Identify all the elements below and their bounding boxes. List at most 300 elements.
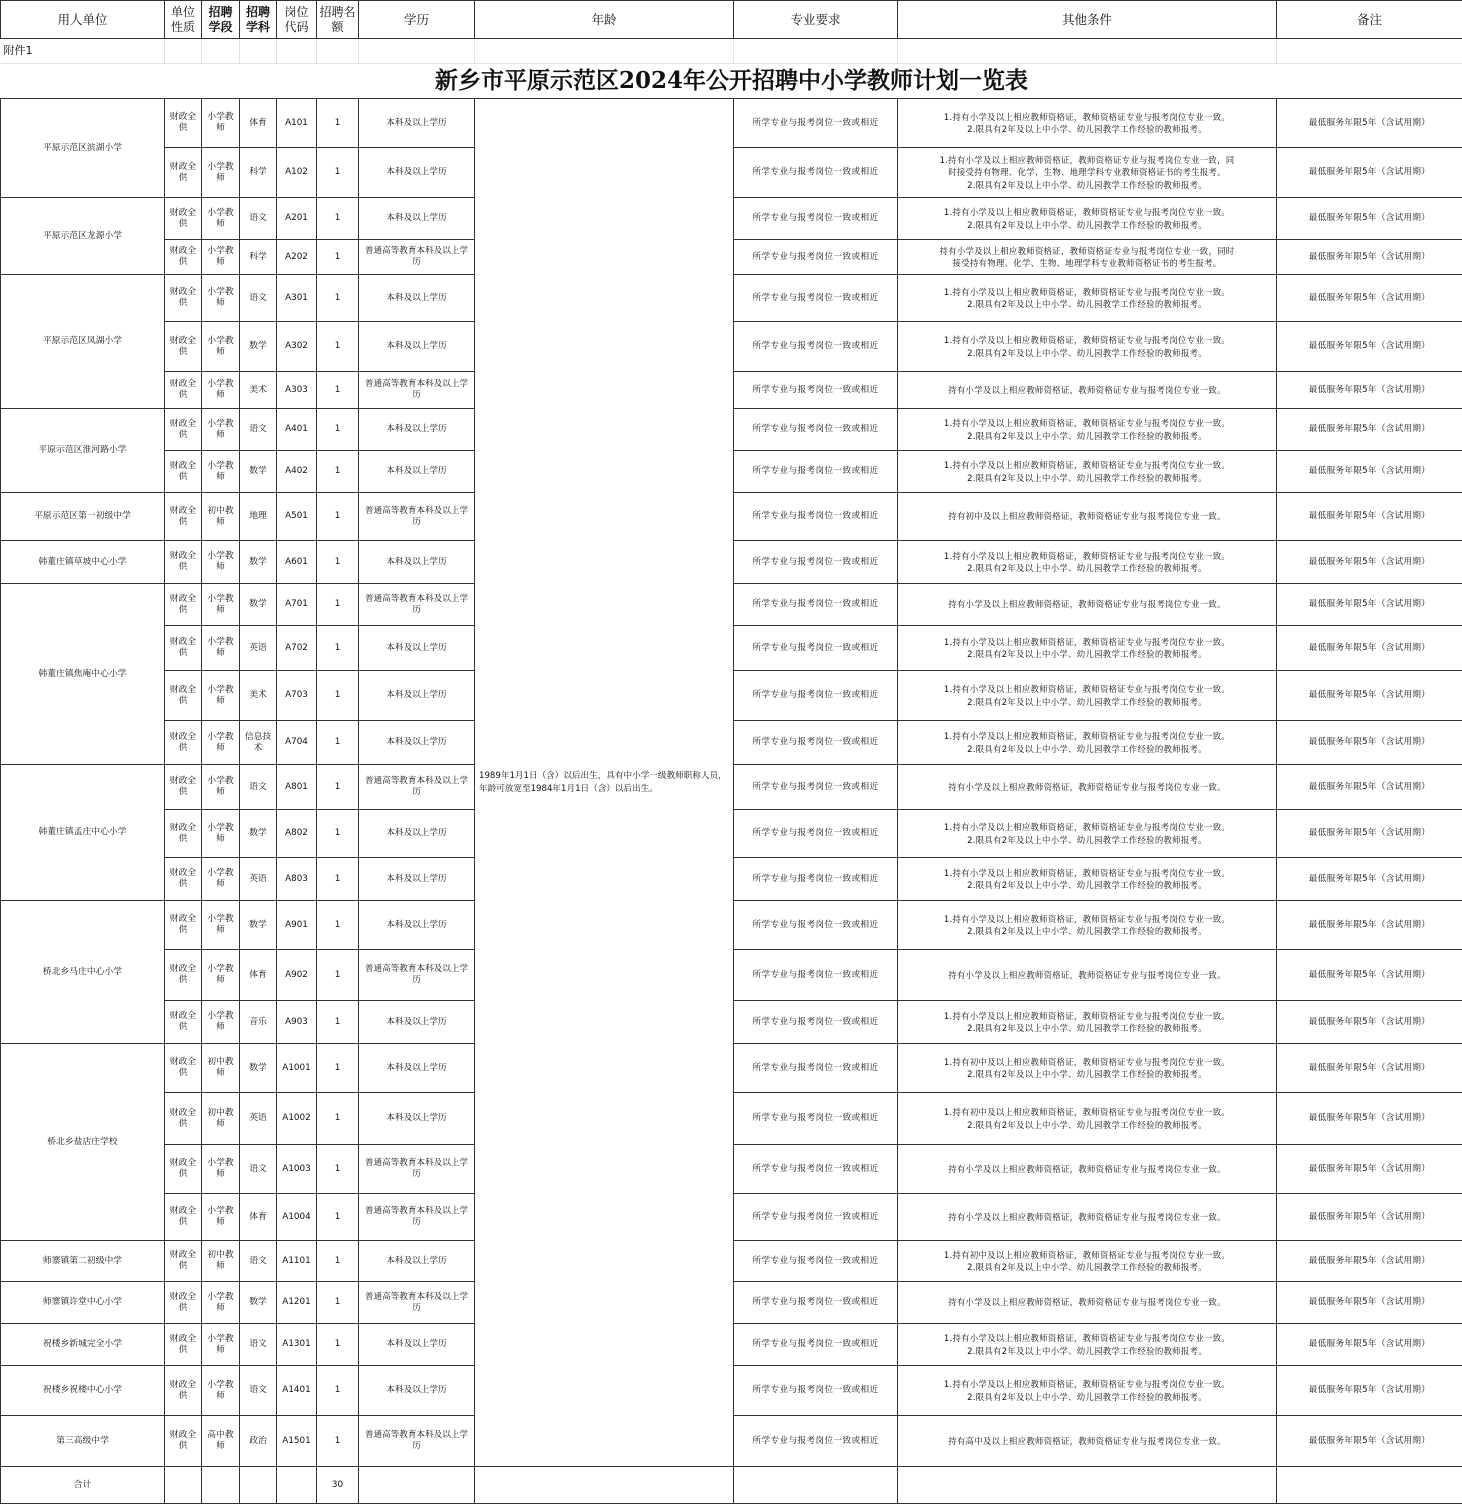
recruit-subject: 体育 (240, 1194, 277, 1241)
other-conditions (898, 451, 1277, 493)
recruit-count: 1 (317, 451, 359, 493)
major-requirement: 所学专业与报考岗位一致或相近 (734, 1366, 898, 1416)
unit-nature: 财政全供 (165, 765, 202, 810)
total-row (1, 1467, 1462, 1504)
other-conditions (898, 1093, 1277, 1145)
unit-nature: 财政全供 (165, 721, 202, 765)
condition-line: 1.持有小学及以上相应教师资格证，教师资格证专业与报考岗位专业一致。 (900, 1010, 1274, 1022)
attachment-row (1, 39, 1462, 64)
header-remark: 备注 (1277, 1, 1462, 39)
recruit-subject: 语文 (240, 765, 277, 810)
remark: 最低服务年限5年（含试用期） (1277, 198, 1462, 240)
position-code: A101 (277, 99, 317, 148)
recruit-stage: 初中教师 (202, 1093, 240, 1145)
unit-nature: 财政全供 (165, 148, 202, 198)
recruit-count: 1 (317, 950, 359, 1001)
position-code: A903 (277, 1001, 317, 1044)
unit-nature: 财政全供 (165, 275, 202, 322)
recruit-subject: 语文 (240, 1324, 277, 1366)
other-conditions (898, 1416, 1277, 1467)
remark: 最低服务年限5年（含试用期） (1277, 451, 1462, 493)
position-code: A401 (277, 409, 317, 451)
position-code: A901 (277, 901, 317, 950)
position-code: A1201 (277, 1282, 317, 1324)
recruit-count: 1 (317, 99, 359, 148)
employer-unit: 平原示范区凤湖小学 (1, 275, 165, 409)
condition-line: 1.持有小学及以上相应教师资格证，教师资格证专业与报考岗位专业一致，同 (900, 154, 1274, 166)
recruit-stage: 小学教师 (202, 1366, 240, 1416)
other-conditions (898, 765, 1277, 810)
recruit-stage: 初中教师 (202, 1241, 240, 1282)
other-conditions (898, 1001, 1277, 1044)
unit-nature: 财政全供 (165, 240, 202, 275)
remark: 最低服务年限5年（含试用期） (1277, 765, 1462, 810)
empty-cell (1277, 39, 1462, 64)
other-conditions (898, 275, 1277, 322)
recruit-subject: 地理 (240, 493, 277, 541)
major-requirement: 所学专业与报考岗位一致或相近 (734, 409, 898, 451)
condition-line: 1.持有小学及以上相应教师资格证，教师资格证专业与报考岗位专业一致。 (900, 550, 1274, 562)
recruit-stage: 小学教师 (202, 765, 240, 810)
remark: 最低服务年限5年（含试用期） (1277, 1416, 1462, 1467)
remark: 最低服务年限5年（含试用期） (1277, 148, 1462, 198)
recruit-stage: 小学教师 (202, 1324, 240, 1366)
education-requirement: 普通高等教育本科及以上学历 (359, 950, 475, 1001)
unit-nature: 财政全供 (165, 584, 202, 626)
other-conditions (898, 1282, 1277, 1324)
recruit-stage: 小学教师 (202, 541, 240, 584)
major-requirement: 所学专业与报考岗位一致或相近 (734, 322, 898, 372)
condition-line: 2.限具有2年及以上中小学、幼儿园教学工作经验的教师报考。 (900, 879, 1274, 891)
education-requirement: 普通高等教育本科及以上学历 (359, 493, 475, 541)
education-requirement: 本科及以上学历 (359, 541, 475, 584)
other-conditions (898, 99, 1277, 148)
recruit-count: 1 (317, 1093, 359, 1145)
recruit-count: 1 (317, 1416, 359, 1467)
recruit-count: 1 (317, 1241, 359, 1282)
plan-body (1, 99, 1462, 1504)
education-requirement: 普通高等教育本科及以上学历 (359, 584, 475, 626)
empty-cell (475, 1467, 734, 1504)
education-requirement: 普通高等教育本科及以上学历 (359, 1416, 475, 1467)
major-requirement: 所学专业与报考岗位一致或相近 (734, 541, 898, 584)
other-conditions (898, 584, 1277, 626)
employer-unit: 师寨镇第二初级中学 (1, 1241, 165, 1282)
recruit-stage: 小学教师 (202, 1145, 240, 1194)
condition-line: 2.限具有2年及以上中小学、幼儿园教学工作经验的教师报考。 (900, 1022, 1274, 1034)
recruit-subject: 英语 (240, 1093, 277, 1145)
remark: 最低服务年限5年（含试用期） (1277, 1366, 1462, 1416)
condition-line: 1.持有小学及以上相应教师资格证，教师资格证专业与报考岗位专业一致。 (900, 1378, 1274, 1390)
position-code: A1001 (277, 1044, 317, 1093)
position-code: A102 (277, 148, 317, 198)
major-requirement: 所学专业与报考岗位一致或相近 (734, 275, 898, 322)
condition-line: 2.限具有2年及以上中小学、幼儿园教学工作经验的教师报考。 (900, 743, 1274, 755)
condition-line: 2.限具有2年及以上中小学、幼儿园教学工作经验的教师报考。 (900, 925, 1274, 937)
condition-line: 2.限具有2年及以上中小学、幼儿园教学工作经验的教师报考。 (900, 472, 1274, 484)
condition-line: 1.持有小学及以上相应教师资格证，教师资格证专业与报考岗位专业一致。 (900, 459, 1274, 471)
education-requirement: 本科及以上学历 (359, 901, 475, 950)
major-requirement: 所学专业与报考岗位一致或相近 (734, 1001, 898, 1044)
employer-unit: 韩董庄镇草坡中心小学 (1, 541, 165, 584)
other-conditions (898, 626, 1277, 671)
unit-nature: 财政全供 (165, 451, 202, 493)
condition-line: 持有小学及以上相应教师资格证，教师资格证专业与报考岗位专业一致。 (900, 1296, 1274, 1308)
condition-line: 持有初中及以上相应教师资格证，教师资格证专业与报考岗位专业一致。 (900, 510, 1274, 522)
education-requirement: 本科及以上学历 (359, 148, 475, 198)
recruit-subject: 语文 (240, 1241, 277, 1282)
empty-cell (898, 1467, 1277, 1504)
remark: 最低服务年限5年（含试用期） (1277, 950, 1462, 1001)
condition-line: 2.限具有2年及以上中小学、幼儿园教学工作经验的教师报考。 (900, 696, 1274, 708)
header-conditions: 其他条件 (898, 1, 1277, 39)
other-conditions (898, 198, 1277, 240)
recruit-subject: 语文 (240, 1145, 277, 1194)
recruit-stage: 小学教师 (202, 198, 240, 240)
unit-nature: 财政全供 (165, 1324, 202, 1366)
recruit-stage: 小学教师 (202, 240, 240, 275)
employer-unit: 祝楼乡新城完全小学 (1, 1324, 165, 1366)
condition-line: 1.持有小学及以上相应教师资格证，教师资格证专业与报考岗位专业一致。 (900, 417, 1274, 429)
major-requirement: 所学专业与报考岗位一致或相近 (734, 858, 898, 901)
unit-nature: 财政全供 (165, 950, 202, 1001)
position-code: A902 (277, 950, 317, 1001)
position-code: A301 (277, 275, 317, 322)
major-requirement: 所学专业与报考岗位一致或相近 (734, 626, 898, 671)
empty-cell (734, 39, 898, 64)
condition-line: 1.持有小学及以上相应教师资格证，教师资格证专业与报考岗位专业一致。 (900, 867, 1274, 879)
recruit-count: 1 (317, 240, 359, 275)
header-code: 岗位代码 (277, 1, 317, 39)
recruit-count: 1 (317, 1324, 359, 1366)
remark: 最低服务年限5年（含试用期） (1277, 584, 1462, 626)
condition-line: 2.限具有2年及以上中小学、幼儿园教学工作经验的教师报考。 (900, 1391, 1274, 1403)
unit-nature: 财政全供 (165, 99, 202, 148)
major-requirement: 所学专业与报考岗位一致或相近 (734, 451, 898, 493)
condition-line: 持有小学及以上相应教师资格证，教师资格证专业与报考岗位专业一致。 (900, 1211, 1274, 1223)
remark: 最低服务年限5年（含试用期） (1277, 541, 1462, 584)
header-major: 专业要求 (734, 1, 898, 39)
remark: 最低服务年限5年（含试用期） (1277, 275, 1462, 322)
position-code: A1401 (277, 1366, 317, 1416)
condition-line: 持有小学及以上相应教师资格证，教师资格证专业与报考岗位专业一致。 (900, 598, 1274, 610)
major-requirement: 所学专业与报考岗位一致或相近 (734, 1324, 898, 1366)
major-requirement: 所学专业与报考岗位一致或相近 (734, 1145, 898, 1194)
other-conditions (898, 409, 1277, 451)
education-requirement: 本科及以上学历 (359, 626, 475, 671)
unit-nature: 财政全供 (165, 1093, 202, 1145)
other-conditions (898, 901, 1277, 950)
education-requirement: 本科及以上学历 (359, 1241, 475, 1282)
major-requirement: 所学专业与报考岗位一致或相近 (734, 901, 898, 950)
other-conditions (898, 148, 1277, 198)
remark: 最低服务年限5年（含试用期） (1277, 1324, 1462, 1366)
education-requirement: 普通高等教育本科及以上学历 (359, 1145, 475, 1194)
unit-nature: 财政全供 (165, 1416, 202, 1467)
empty-cell (734, 1467, 898, 1504)
remark: 最低服务年限5年（含试用期） (1277, 1241, 1462, 1282)
employer-unit: 平原示范区滨湖小学 (1, 99, 165, 198)
recruit-count: 1 (317, 584, 359, 626)
position-code: A303 (277, 372, 317, 409)
recruit-subject: 体育 (240, 99, 277, 148)
header-age: 年龄 (475, 1, 734, 39)
other-conditions (898, 1044, 1277, 1093)
education-requirement: 本科及以上学历 (359, 409, 475, 451)
education-requirement: 本科及以上学历 (359, 858, 475, 901)
position-code: A701 (277, 584, 317, 626)
condition-line: 持有小学及以上相应教师资格证，教师资格证专业与报考岗位专业一致。 (900, 1163, 1274, 1175)
major-requirement: 所学专业与报考岗位一致或相近 (734, 671, 898, 721)
remark: 最低服务年限5年（含试用期） (1277, 671, 1462, 721)
condition-line: 持有小学及以上相应教师资格证，教师资格证专业与报考岗位专业一致。 (900, 384, 1274, 396)
unit-nature: 财政全供 (165, 541, 202, 584)
unit-nature: 财政全供 (165, 671, 202, 721)
position-code: A803 (277, 858, 317, 901)
other-conditions (898, 1366, 1277, 1416)
attachment-label: 附件1 (1, 39, 165, 64)
recruit-count: 1 (317, 275, 359, 322)
education-requirement: 普通高等教育本科及以上学历 (359, 1194, 475, 1241)
employer-unit: 师寨镇许堂中心小学 (1, 1282, 165, 1324)
major-requirement: 所学专业与报考岗位一致或相近 (734, 99, 898, 148)
major-requirement: 所学专业与报考岗位一致或相近 (734, 1093, 898, 1145)
recruit-count: 1 (317, 148, 359, 198)
recruit-subject: 英语 (240, 626, 277, 671)
recruit-subject: 数学 (240, 584, 277, 626)
condition-line: 持有高中及以上相应教师资格证，教师资格证专业与报考岗位专业一致。 (900, 1435, 1274, 1447)
condition-line: 1.持有初中及以上相应教师资格证，教师资格证专业与报考岗位专业一致。 (900, 1106, 1274, 1118)
header-stage: 招聘学段 (202, 1, 240, 39)
recruit-count: 1 (317, 541, 359, 584)
recruit-stage: 小学教师 (202, 671, 240, 721)
employer-unit: 祝楼乡祝楼中心小学 (1, 1366, 165, 1416)
recruit-count: 1 (317, 901, 359, 950)
recruit-stage: 小学教师 (202, 950, 240, 1001)
unit-nature: 财政全供 (165, 198, 202, 240)
recruit-subject: 语文 (240, 1366, 277, 1416)
recruit-count: 1 (317, 810, 359, 858)
other-conditions (898, 240, 1277, 275)
education-requirement: 普通高等教育本科及以上学历 (359, 1282, 475, 1324)
recruit-count: 1 (317, 198, 359, 240)
recruit-count: 1 (317, 858, 359, 901)
condition-line: 1.持有小学及以上相应教师资格证，教师资格证专业与报考岗位专业一致。 (900, 286, 1274, 298)
table-row (1, 99, 1462, 148)
position-code: A703 (277, 671, 317, 721)
position-code: A201 (277, 198, 317, 240)
recruit-stage: 小学教师 (202, 1001, 240, 1044)
recruit-subject: 数学 (240, 451, 277, 493)
condition-line: 2.限具有2年及以上中小学、幼儿园教学工作经验的教师报考。 (900, 648, 1274, 660)
condition-line: 2.限具有2年及以上中小学、幼儿园教学工作经验的教师报考。 (900, 1068, 1274, 1080)
recruit-stage: 小学教师 (202, 858, 240, 901)
major-requirement: 所学专业与报考岗位一致或相近 (734, 1241, 898, 1282)
condition-line: 接受持有物理、化学、生物、地理学科专业教师资格证书的考生报考。 (900, 257, 1274, 269)
other-conditions (898, 1324, 1277, 1366)
recruit-stage: 小学教师 (202, 99, 240, 148)
header-subject: 招聘学科 (240, 1, 277, 39)
position-code: A1101 (277, 1241, 317, 1282)
condition-line: 1.持有小学及以上相应教师资格证，教师资格证专业与报考岗位专业一致。 (900, 206, 1274, 218)
recruit-stage: 小学教师 (202, 721, 240, 765)
unit-nature: 财政全供 (165, 1194, 202, 1241)
education-requirement: 本科及以上学历 (359, 810, 475, 858)
recruit-subject: 音乐 (240, 1001, 277, 1044)
recruit-count: 1 (317, 1194, 359, 1241)
employer-unit: 桥北乡盐店庄学校 (1, 1044, 165, 1241)
recruit-stage: 小学教师 (202, 810, 240, 858)
remark: 最低服务年限5年（含试用期） (1277, 626, 1462, 671)
condition-line: 2.限具有2年及以上中小学、幼儿园教学工作经验的教师报考。 (900, 562, 1274, 574)
employer-unit: 桥北乡马庄中心小学 (1, 901, 165, 1044)
education-requirement: 本科及以上学历 (359, 198, 475, 240)
remark: 最低服务年限5年（含试用期） (1277, 901, 1462, 950)
major-requirement: 所学专业与报考岗位一致或相近 (734, 1044, 898, 1093)
remark: 最低服务年限5年（含试用期） (1277, 493, 1462, 541)
condition-line: 2.限具有2年及以上中小学、幼儿园教学工作经验的教师报考。 (900, 1261, 1274, 1273)
other-conditions (898, 322, 1277, 372)
condition-line: 持有小学及以上相应教师资格证，教师资格证专业与报考岗位专业一致。 (900, 781, 1274, 793)
education-requirement: 本科及以上学历 (359, 1324, 475, 1366)
education-requirement: 本科及以上学历 (359, 1093, 475, 1145)
employer-unit: 平原示范区淮河路小学 (1, 409, 165, 493)
recruit-subject: 语文 (240, 409, 277, 451)
other-conditions (898, 1194, 1277, 1241)
remark: 最低服务年限5年（含试用期） (1277, 858, 1462, 901)
condition-line: 2.限具有2年及以上中小学、幼儿园教学工作经验的教师报考。 (900, 430, 1274, 442)
major-requirement: 所学专业与报考岗位一致或相近 (734, 240, 898, 275)
recruit-count: 1 (317, 626, 359, 671)
recruit-stage: 小学教师 (202, 451, 240, 493)
major-requirement: 所学专业与报考岗位一致或相近 (734, 198, 898, 240)
header-nature: 单位性质 (165, 1, 202, 39)
major-requirement: 所学专业与报考岗位一致或相近 (734, 372, 898, 409)
recruit-count: 1 (317, 721, 359, 765)
position-code: A1002 (277, 1093, 317, 1145)
recruit-count: 1 (317, 1282, 359, 1324)
condition-line: 2.限具有2年及以上中小学、幼儿园教学工作经验的教师报考。 (900, 834, 1274, 846)
recruit-stage: 高中教师 (202, 1416, 240, 1467)
total-count: 30 (317, 1467, 359, 1504)
unit-nature: 财政全供 (165, 858, 202, 901)
education-requirement: 本科及以上学历 (359, 275, 475, 322)
education-requirement: 普通高等教育本科及以上学历 (359, 240, 475, 275)
empty-cell (359, 1467, 475, 1504)
remark: 最低服务年限5年（含试用期） (1277, 409, 1462, 451)
major-requirement: 所学专业与报考岗位一致或相近 (734, 950, 898, 1001)
other-conditions (898, 810, 1277, 858)
remark: 最低服务年限5年（含试用期） (1277, 322, 1462, 372)
condition-line: 1.持有初中及以上相应教师资格证，教师资格证专业与报考岗位专业一致。 (900, 1056, 1274, 1068)
education-requirement: 本科及以上学历 (359, 1366, 475, 1416)
position-code: A202 (277, 240, 317, 275)
condition-line: 持有小学及以上相应教师资格证，教师资格证专业与报考岗位专业一致。 (900, 969, 1274, 981)
condition-line: 持有小学及以上相应教师资格证，教师资格证专业与报考岗位专业一致，同时 (900, 245, 1274, 257)
position-code: A1004 (277, 1194, 317, 1241)
condition-line: 2.限具有2年及以上中小学、幼儿园教学工作经验的教师报考。 (900, 123, 1274, 135)
condition-line: 2.限具有2年及以上中小学、幼儿园教学工作经验的教师报考。 (900, 347, 1274, 359)
recruit-count: 1 (317, 1366, 359, 1416)
major-requirement: 所学专业与报考岗位一致或相近 (734, 810, 898, 858)
remark: 最低服务年限5年（含试用期） (1277, 810, 1462, 858)
position-code: A802 (277, 810, 317, 858)
education-requirement: 本科及以上学历 (359, 721, 475, 765)
age-requirement: 1989年1月1日（含）以后出生，具有中小学一级教师职称人员，年龄可放宽至1984年1月1日（含）以后出生。 (475, 99, 734, 1467)
empty-cell (240, 39, 277, 64)
empty-cell (1277, 1467, 1462, 1504)
header-unit: 用人单位 (1, 1, 165, 39)
condition-line: 1.持有小学及以上相应教师资格证，教师资格证专业与报考岗位专业一致。 (900, 821, 1274, 833)
condition-line: 1.持有小学及以上相应教师资格证，教师资格证专业与报考岗位专业一致。 (900, 111, 1274, 123)
position-code: A1301 (277, 1324, 317, 1366)
position-code: A1003 (277, 1145, 317, 1194)
recruit-count: 1 (317, 493, 359, 541)
education-requirement: 本科及以上学历 (359, 99, 475, 148)
education-requirement: 本科及以上学历 (359, 451, 475, 493)
remark: 最低服务年限5年（含试用期） (1277, 1093, 1462, 1145)
empty-cell (202, 39, 240, 64)
condition-line: 2.限具有2年及以上中小学、幼儿园教学工作经验的教师报考。 (900, 298, 1274, 310)
title-row (1, 64, 1462, 99)
major-requirement: 所学专业与报考岗位一致或相近 (734, 721, 898, 765)
remark: 最低服务年限5年（含试用期） (1277, 1194, 1462, 1241)
recruit-subject: 美术 (240, 671, 277, 721)
recruit-count: 1 (317, 322, 359, 372)
header-row (1, 1, 1462, 39)
recruit-stage: 小学教师 (202, 626, 240, 671)
remark: 最低服务年限5年（含试用期） (1277, 1001, 1462, 1044)
unit-nature: 财政全供 (165, 1282, 202, 1324)
condition-line: 2.限具有2年及以上中小学、幼儿园教学工作经验的教师报考。 (900, 219, 1274, 231)
unit-nature: 财政全供 (165, 810, 202, 858)
recruit-count: 1 (317, 1044, 359, 1093)
other-conditions (898, 372, 1277, 409)
position-code: A601 (277, 541, 317, 584)
recruit-stage: 小学教师 (202, 275, 240, 322)
unit-nature: 财政全供 (165, 1241, 202, 1282)
recruit-stage: 小学教师 (202, 148, 240, 198)
empty-cell (317, 39, 359, 64)
remark: 最低服务年限5年（含试用期） (1277, 1145, 1462, 1194)
condition-line: 1.持有小学及以上相应教师资格证，教师资格证专业与报考岗位专业一致。 (900, 1332, 1274, 1344)
major-requirement: 所学专业与报考岗位一致或相近 (734, 584, 898, 626)
remark: 最低服务年限5年（含试用期） (1277, 721, 1462, 765)
recruit-subject: 数学 (240, 541, 277, 584)
empty-cell (165, 39, 202, 64)
recruit-count: 1 (317, 671, 359, 721)
other-conditions (898, 541, 1277, 584)
empty-cell (277, 39, 317, 64)
recruit-subject: 数学 (240, 1282, 277, 1324)
recruit-stage: 小学教师 (202, 1282, 240, 1324)
education-requirement: 本科及以上学历 (359, 671, 475, 721)
education-requirement: 本科及以上学历 (359, 322, 475, 372)
empty-cell (165, 1467, 202, 1504)
other-conditions (898, 1241, 1277, 1282)
empty-cell (359, 39, 475, 64)
unit-nature: 财政全供 (165, 1145, 202, 1194)
position-code: A801 (277, 765, 317, 810)
unit-nature: 财政全供 (165, 409, 202, 451)
recruit-subject: 语文 (240, 275, 277, 322)
position-code: A402 (277, 451, 317, 493)
empty-cell (475, 39, 734, 64)
condition-line: 2.限具有2年及以上中小学、幼儿园教学工作经验的教师报考。 (900, 1119, 1274, 1131)
recruit-count: 1 (317, 1001, 359, 1044)
major-requirement: 所学专业与报考岗位一致或相近 (734, 765, 898, 810)
condition-line: 时接受持有物理、化学、生物、地理学科专业教师资格证书的考生报考。 (900, 166, 1274, 178)
